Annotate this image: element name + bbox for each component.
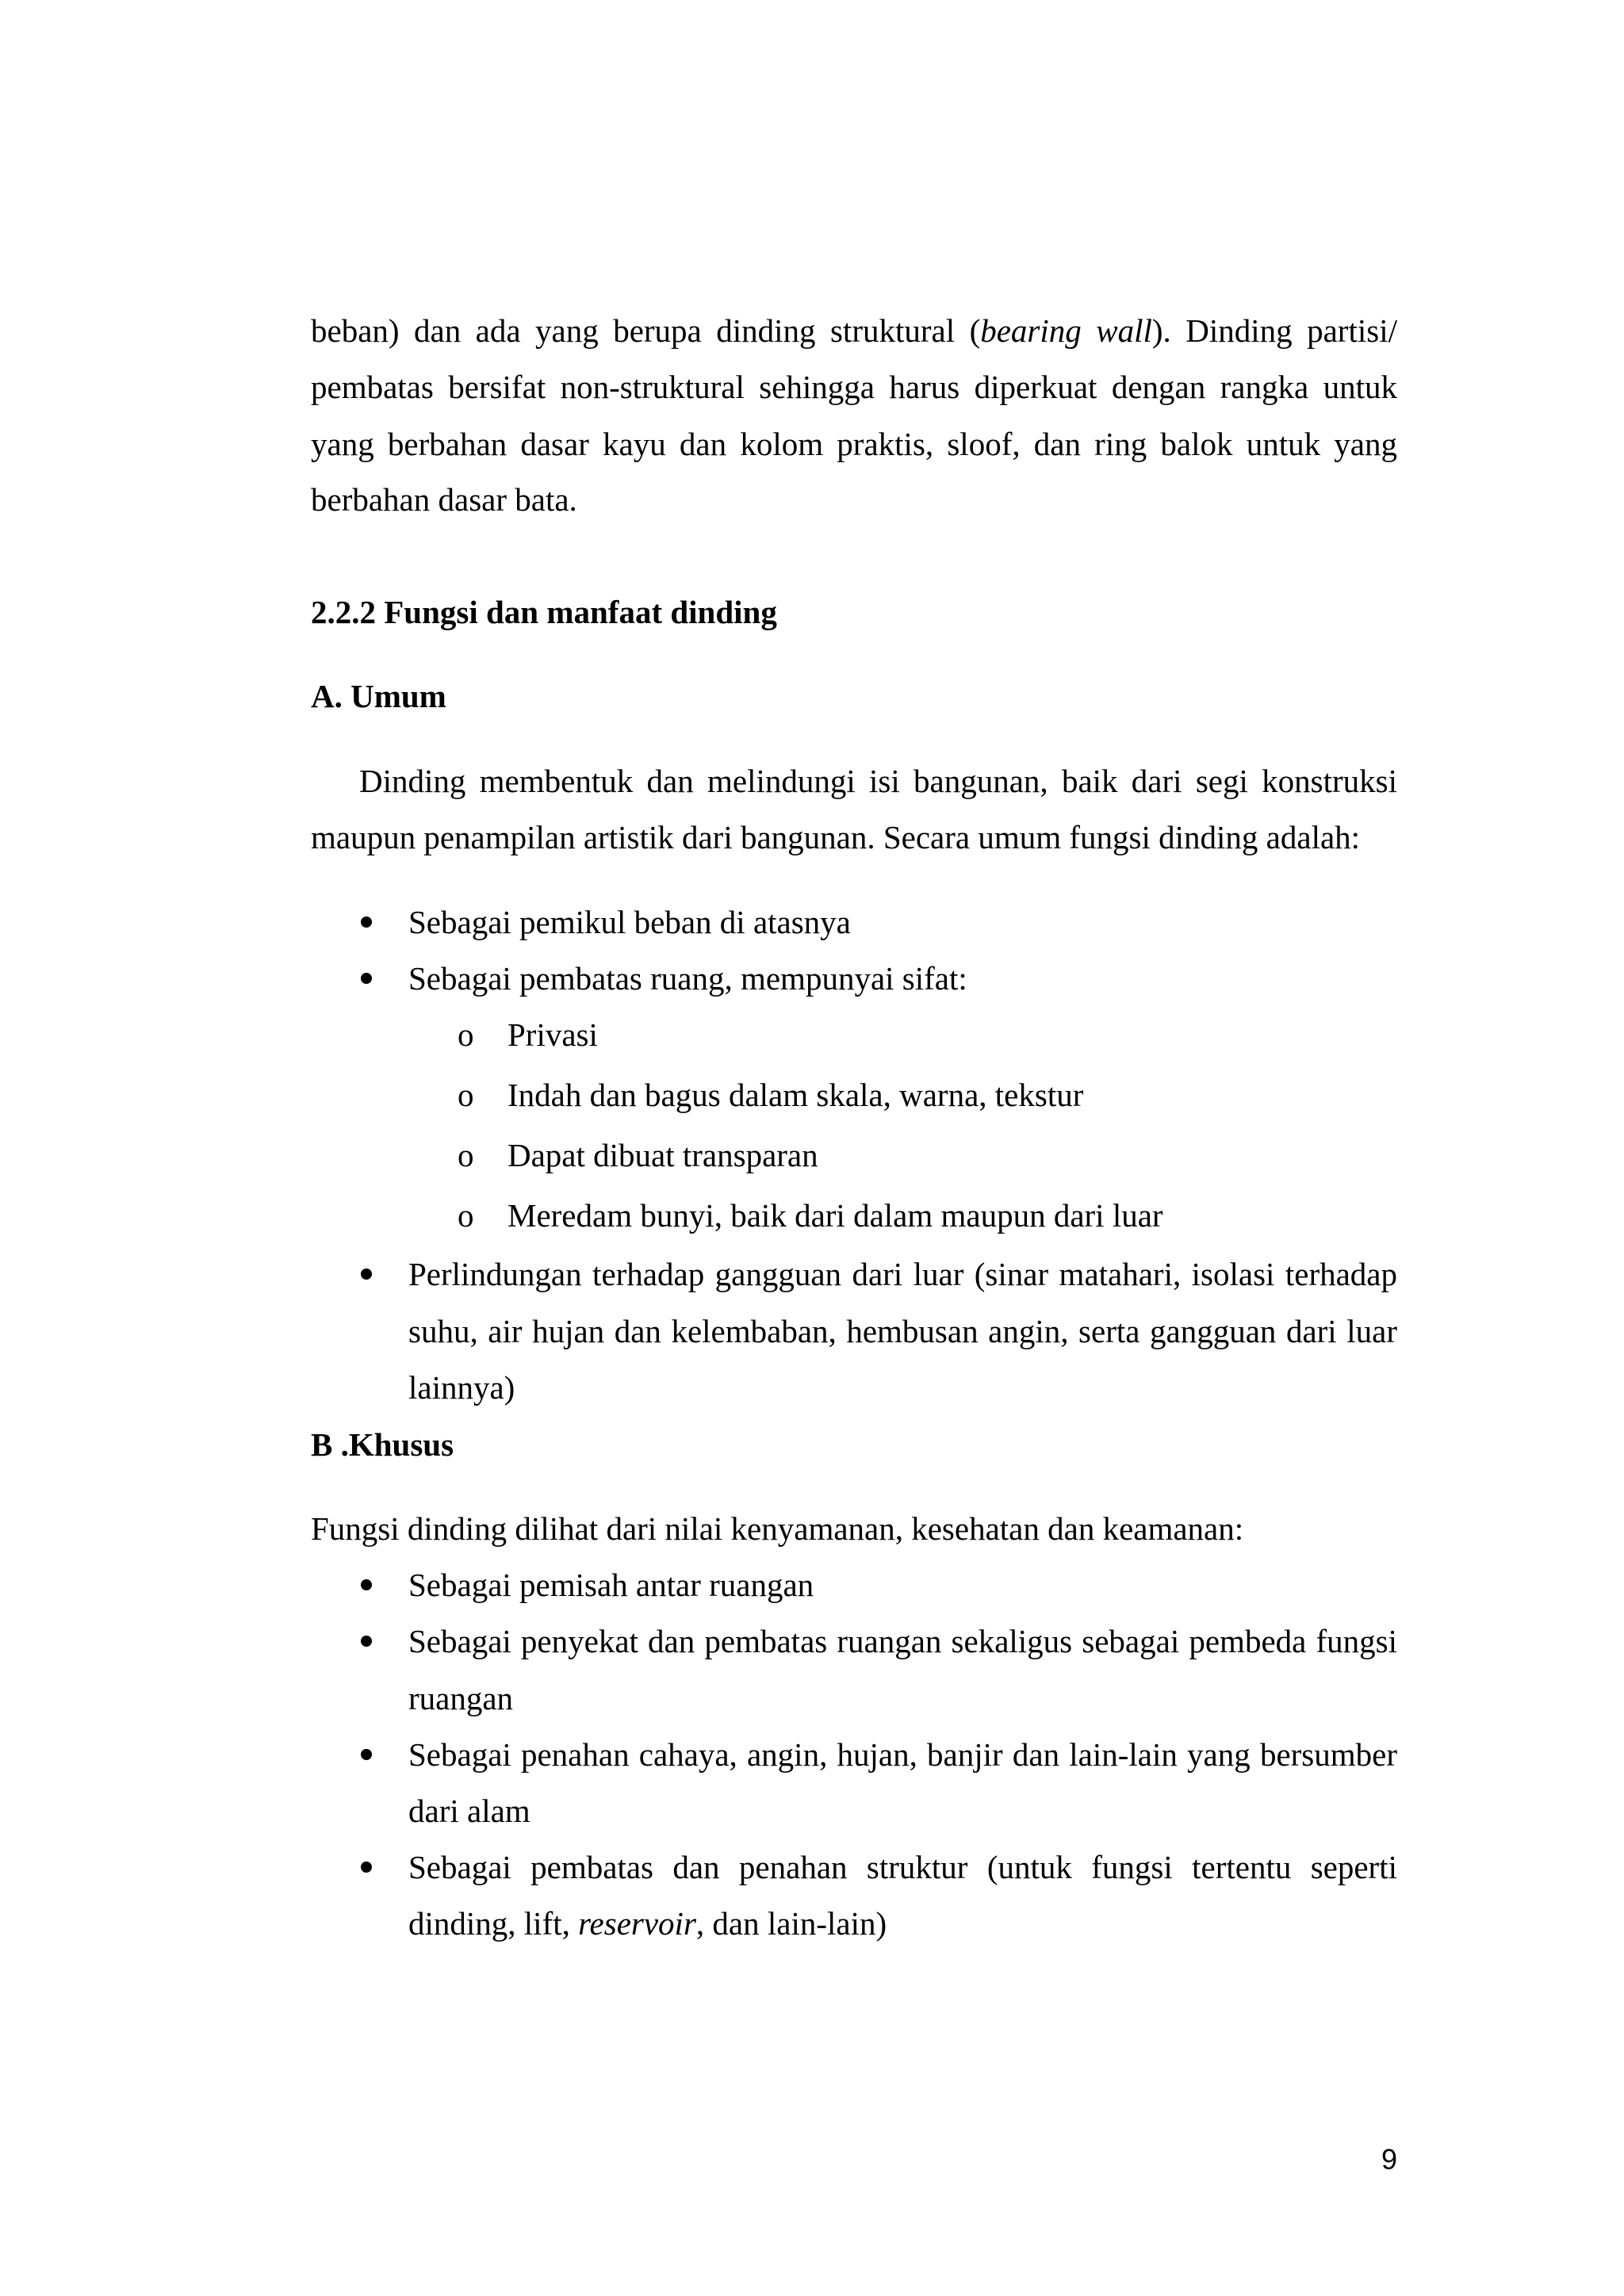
section-heading: 2.2.2 Fungsi dan manfaat dinding: [311, 594, 777, 630]
bullet-marker: [361, 1636, 372, 1647]
sub-bullet-marker: o: [458, 1077, 474, 1113]
khusus-bullet-4-text-b: , dan lain-lain): [695, 1905, 887, 1942]
umum-bullet-3-line-1: Perlindungan terhadap gangguan dari luar (sinar matahari, isolasi terhadap: [408, 1256, 1397, 1292]
page-number: 9: [1381, 2143, 1398, 2175]
intro-line-1-text-a: beban) dan ada yang berupa dinding struktural (: [311, 312, 981, 349]
umum-bullet-3-line-2: suhu, air hujan dan kelembaban, hembusan angin, serta gangguan dari luar: [408, 1313, 1397, 1349]
bullet-marker: [361, 973, 372, 984]
bullet-marker: [361, 916, 372, 928]
umum-sub-item-4: Meredam bunyi, baik dari dalam maupun dari luar: [508, 1197, 1163, 1234]
khusus-bullet-4-line-2: [408, 1904, 1397, 1943]
umum-bullet-2: Sebagai pembatas ruang, mempunyai sifat:: [408, 960, 967, 997]
intro-line-1: [311, 311, 1397, 350]
bullet-marker: [361, 1862, 372, 1873]
khusus-intro: Fungsi dinding dilihat dari nilai kenyamanan, kesehatan dan keamanan:: [311, 1510, 1244, 1547]
umum-sub-item-3: Dapat dibuat transparan: [508, 1137, 818, 1173]
khusus-bullet-2-line-1: Sebagai penyekat dan pembatas ruangan sekaligus sebagai pembeda fungsi: [408, 1623, 1397, 1659]
umum-sub-item-2: Indah dan bagus dalam skala, warna, tekstur: [508, 1077, 1084, 1113]
khusus-bullet-2-line-2: ruangan: [408, 1680, 514, 1716]
umum-sub-item-1: Privasi: [508, 1016, 598, 1053]
bullet-marker: [361, 1579, 372, 1590]
khusus-bullet-1: Sebagai pemisah antar ruangan: [408, 1567, 814, 1603]
intro-line-2: pembatas bersifat non-struktural sehingga harus diperkuat dengan rangka untuk: [311, 369, 1397, 405]
intro-line-3: yang berbahan dasar kayu dan kolom praktis, sloof, dan ring balok untuk yang: [311, 426, 1397, 462]
intro-line-4: berbahan dasar bata.: [311, 481, 577, 518]
sub-bullet-marker: o: [458, 1137, 474, 1173]
khusus-bullet-4-emphasis: reservoir: [578, 1905, 696, 1942]
intro-emphasis: bearing wall: [980, 312, 1152, 349]
bullet-marker: [361, 1269, 372, 1280]
bullet-marker: [361, 1749, 372, 1760]
khusus-bullet-4-line-1: Sebagai pembatas dan penahan struktur (untuk fungsi tertentu seperti: [408, 1849, 1397, 1885]
sub-bullet-marker: o: [458, 1197, 474, 1234]
khusus-heading: B .Khusus: [311, 1426, 454, 1463]
umum-bullet-1: Sebagai pemikul beban di atasnya: [408, 904, 851, 940]
intro-line-1-text-b: ). Dinding partisi/: [1151, 312, 1397, 349]
khusus-bullet-4-text-a: dinding, lift,: [408, 1905, 579, 1942]
sub-bullet-marker: o: [458, 1016, 474, 1053]
umum-bullet-3-line-3: lainnya): [408, 1369, 515, 1406]
khusus-bullet-3-line-1: Sebagai penahan cahaya, angin, hujan, banjir dan lain-lain yang bersumber: [408, 1736, 1397, 1773]
umum-paragraph-line-2: maupun penampilan artistik dari bangunan. Secara umum fungsi dinding adalah:: [311, 819, 1361, 855]
khusus-bullet-3-line-2: dari alam: [408, 1793, 530, 1829]
umum-paragraph-line-1: Dinding membentuk dan melindungi isi bangunan, baik dari segi konstruksi: [359, 763, 1397, 799]
umum-heading: A. Umum: [311, 678, 446, 714]
